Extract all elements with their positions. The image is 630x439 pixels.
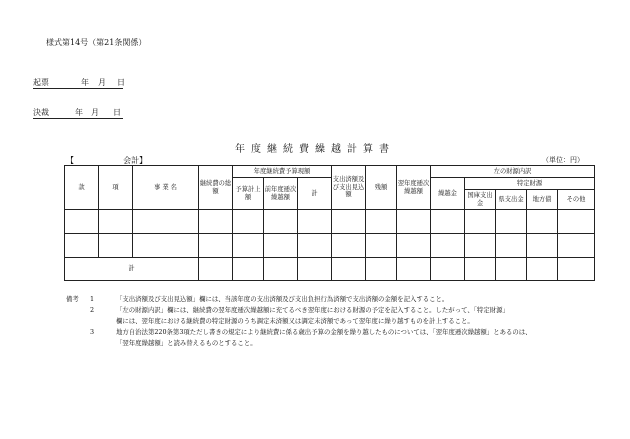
notes-heading: 備考 [66, 295, 79, 303]
approval-year: 年 [81, 78, 89, 87]
header-national: 国庫支出金 [465, 190, 496, 210]
approval-date-row [33, 77, 133, 88]
form-number: 様式第14号（第21条関係） [46, 38, 147, 47]
header-next-carry: 翌年度逓次繰越額 [397, 166, 431, 210]
note-number-3: 3 [90, 328, 95, 336]
decision-date-row [33, 107, 133, 118]
decision-label: 決裁 [33, 108, 49, 117]
note-number-1: 1 [90, 295, 95, 303]
header-prefectural: 県支出金 [496, 190, 527, 210]
header-total-amount: 継続費の総額 [199, 166, 233, 210]
approval-month: 月 [98, 78, 106, 87]
notes-section [66, 294, 532, 349]
header-remaining: 残額 [366, 166, 397, 210]
account-label: 会計】 [123, 156, 148, 165]
approval-underline [33, 88, 123, 89]
decision-year: 年 [75, 108, 83, 117]
header-jigyo: 事 業 名 [133, 166, 199, 210]
note-text-2a: 「左の財源内訳」欄には、継続費の翌年度逓次繰越額に充てるべき翌年度における財源の予定を記入すること。したがって、「特定財源」 [116, 306, 509, 314]
note-text-2b: 欄には、翌年度における継続費の特定財源のうち調定未済額又は調定未済額であって翌年度に繰り越すものを計上すること。 [116, 317, 474, 325]
header-kan: 款 [65, 166, 99, 210]
table-row [65, 234, 595, 258]
header-budget-sum: 計 [298, 178, 332, 210]
header-budget-plan: 予算計上額 [233, 178, 264, 210]
header-budget-group: 年度継続費予算現額 [233, 166, 332, 178]
carryover-table [64, 165, 595, 281]
decision-underline [33, 118, 123, 119]
note-number-2: 2 [90, 306, 95, 314]
note-text-3b: 「翌年度繰越額」と読み替えるものとすること。 [116, 339, 257, 347]
approval-label: 起票 [33, 78, 49, 87]
header-source-group: 左の財源内訳 [431, 166, 595, 178]
unit-label: （単位：円） [542, 156, 584, 164]
table-total-row [65, 258, 595, 281]
note-text-1: 「支出済額及び支出見込額」欄には、当該年度の支出済額及び支出負担行為済額で支出済額の金額を記入すること。 [116, 295, 449, 303]
header-expense: 支出済額及び支出見込額 [332, 166, 366, 210]
total-row-label: 計 [65, 258, 199, 281]
account-open-bracket: 【 [66, 156, 74, 165]
header-other: その他 [558, 190, 595, 210]
header-special-group: 特定財源 [465, 178, 595, 190]
header-carryover-funds: 繰越金 [431, 178, 465, 210]
approval-day: 日 [117, 78, 125, 87]
header-local-bond: 地方債 [527, 190, 558, 210]
header-kou: 項 [99, 166, 133, 210]
header-prev-carry: 前年度逓次繰越額 [264, 178, 298, 210]
table-row [65, 210, 595, 234]
document-title: 年度継続費繰越計算書 [235, 144, 395, 155]
decision-day: 日 [113, 108, 121, 117]
decision-month: 月 [91, 108, 99, 117]
note-text-3a: 地方自治法第220条第3項ただし書きの規定により継続費に係る歳出予算の金額を繰り越したものについては、「翌年度逓次繰越額」とあるのは、 [116, 328, 532, 336]
